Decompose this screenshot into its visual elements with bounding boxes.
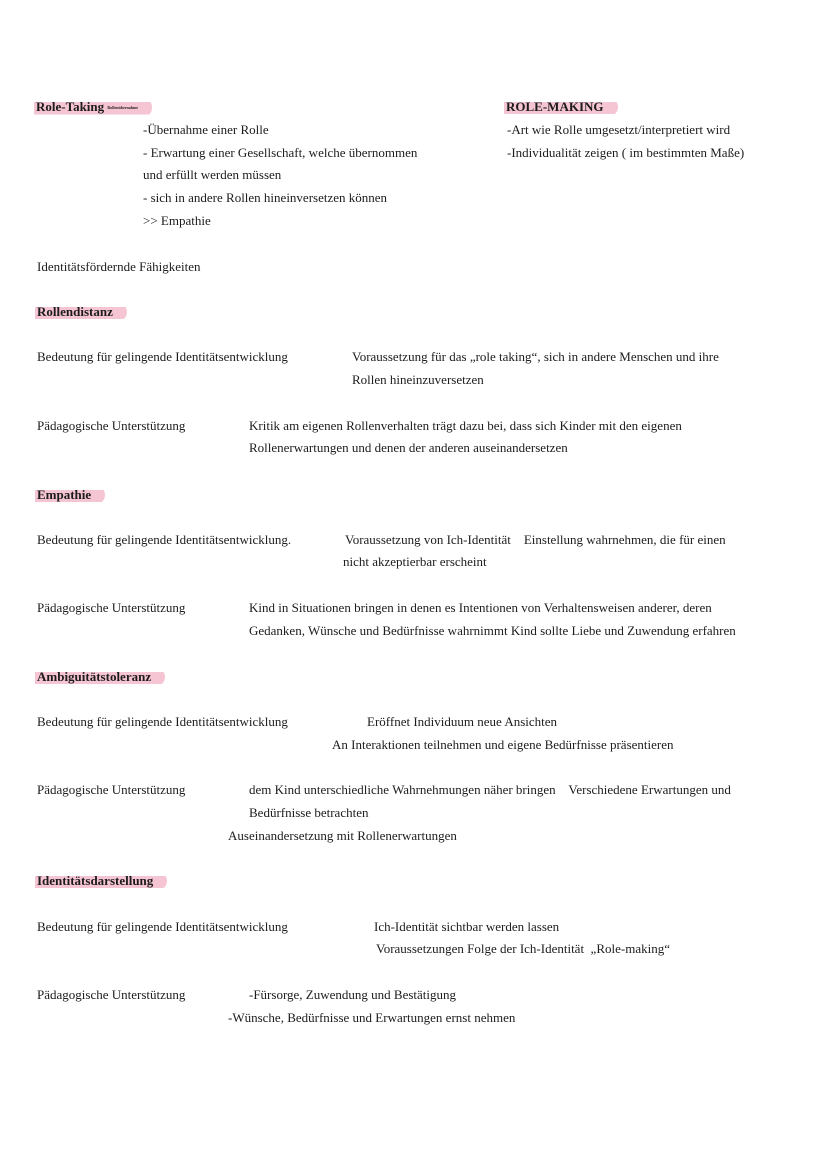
paed-text: Bedürfnisse betrachten — [249, 805, 369, 820]
paed-label: Pädagogische Unterstützung — [37, 600, 186, 615]
section-title: Ambiguitätstoleranz — [35, 668, 165, 686]
role-taking-line: und erfüllt werden müssen — [143, 167, 282, 182]
section-title: Rollendistanz — [35, 303, 127, 321]
paed-text: Kritik am eigenen Rollenverhalten trägt dazu bei, dass sich Kinder mit den eigenen — [249, 418, 682, 433]
paed-text: Auseinandersetzung mit Rollenerwartungen — [228, 828, 457, 843]
role-taking-line: - sich in andere Rollen hineinversetzen können — [143, 190, 388, 205]
bedeutung-text: Voraussetzung von Ich-Identität Einstellung wahrnehmen, die für einen — [345, 532, 726, 547]
role-making-line: -Individualität zeigen ( im bestimmten Maße) — [507, 145, 745, 160]
bedeutung-label: Bedeutung für gelingende Identitätsentwicklung. — [37, 532, 292, 547]
intro-text: Identitätsfördernde Fähigkeiten — [37, 259, 201, 274]
role-taking-subtitle: Rollenübernahme — [107, 105, 139, 111]
role-making-line: -Art wie Rolle umgesetzt/interpretiert wird — [507, 122, 731, 137]
role-making-heading: ROLE-MAKING — [504, 98, 618, 116]
paed-text: Rollenerwartungen und denen der anderen auseinandersetzen — [249, 440, 568, 455]
paed-label: Pädagogische Unterstützung — [37, 782, 186, 797]
section-title: Empathie — [35, 486, 105, 504]
paed-text: Gedanken, Wünsche und Bedürfnisse wahrnimmt Kind sollte Liebe und Zuwendung erfahren — [249, 623, 736, 638]
bedeutung-text: An Interaktionen teilnehmen und eigene Bedürfnisse präsentieren — [332, 737, 674, 752]
section-title: Identitätsdarstellung — [35, 872, 167, 890]
bedeutung-label: Bedeutung für gelingende Identitätsentwicklung — [37, 714, 288, 729]
bedeutung-text: nicht akzeptierbar erscheint — [343, 554, 487, 569]
role-taking-line: -Übernahme einer Rolle — [143, 122, 269, 137]
paed-label: Pädagogische Unterstützung — [37, 987, 186, 1002]
bedeutung-label: Bedeutung für gelingende Identitätsentwicklung — [37, 919, 288, 934]
role-taking-heading — [34, 98, 152, 117]
role-taking-line: - Erwartung einer Gesellschaft, welche übernommen — [143, 145, 418, 160]
bedeutung-label: Bedeutung für gelingende Identitätsentwicklung — [37, 349, 288, 364]
paed-text: dem Kind unterschiedliche Wahrnehmungen näher bringen Verschiedene Erwartungen und — [249, 782, 731, 797]
paed-text: -Fürsorge, Zuwendung und Bestätigung — [249, 987, 457, 1002]
bedeutung-text: Voraussetzung für das „role taking“, sich in andere Menschen und ihre — [352, 349, 719, 364]
paed-text: -Wünsche, Bedürfnisse und Erwartungen ernst nehmen — [228, 1010, 516, 1025]
bedeutung-text: Eröffnet Individuum neue Ansichten — [367, 714, 558, 729]
role-taking-title: Role-Taking — [36, 99, 105, 114]
bedeutung-text: Rollen hineinzuversetzen — [352, 372, 484, 387]
paed-label: Pädagogische Unterstützung — [37, 418, 186, 433]
paed-text: Kind in Situationen bringen in denen es Intentionen von Verhaltensweisen anderer, deren — [249, 600, 712, 615]
bedeutung-text: Ich-Identität sichtbar werden lassen — [374, 919, 560, 934]
bedeutung-text: Voraussetzungen Folge der Ich-Identität „Role-making“ — [376, 941, 670, 956]
role-taking-line: >> Empathie — [143, 213, 211, 228]
